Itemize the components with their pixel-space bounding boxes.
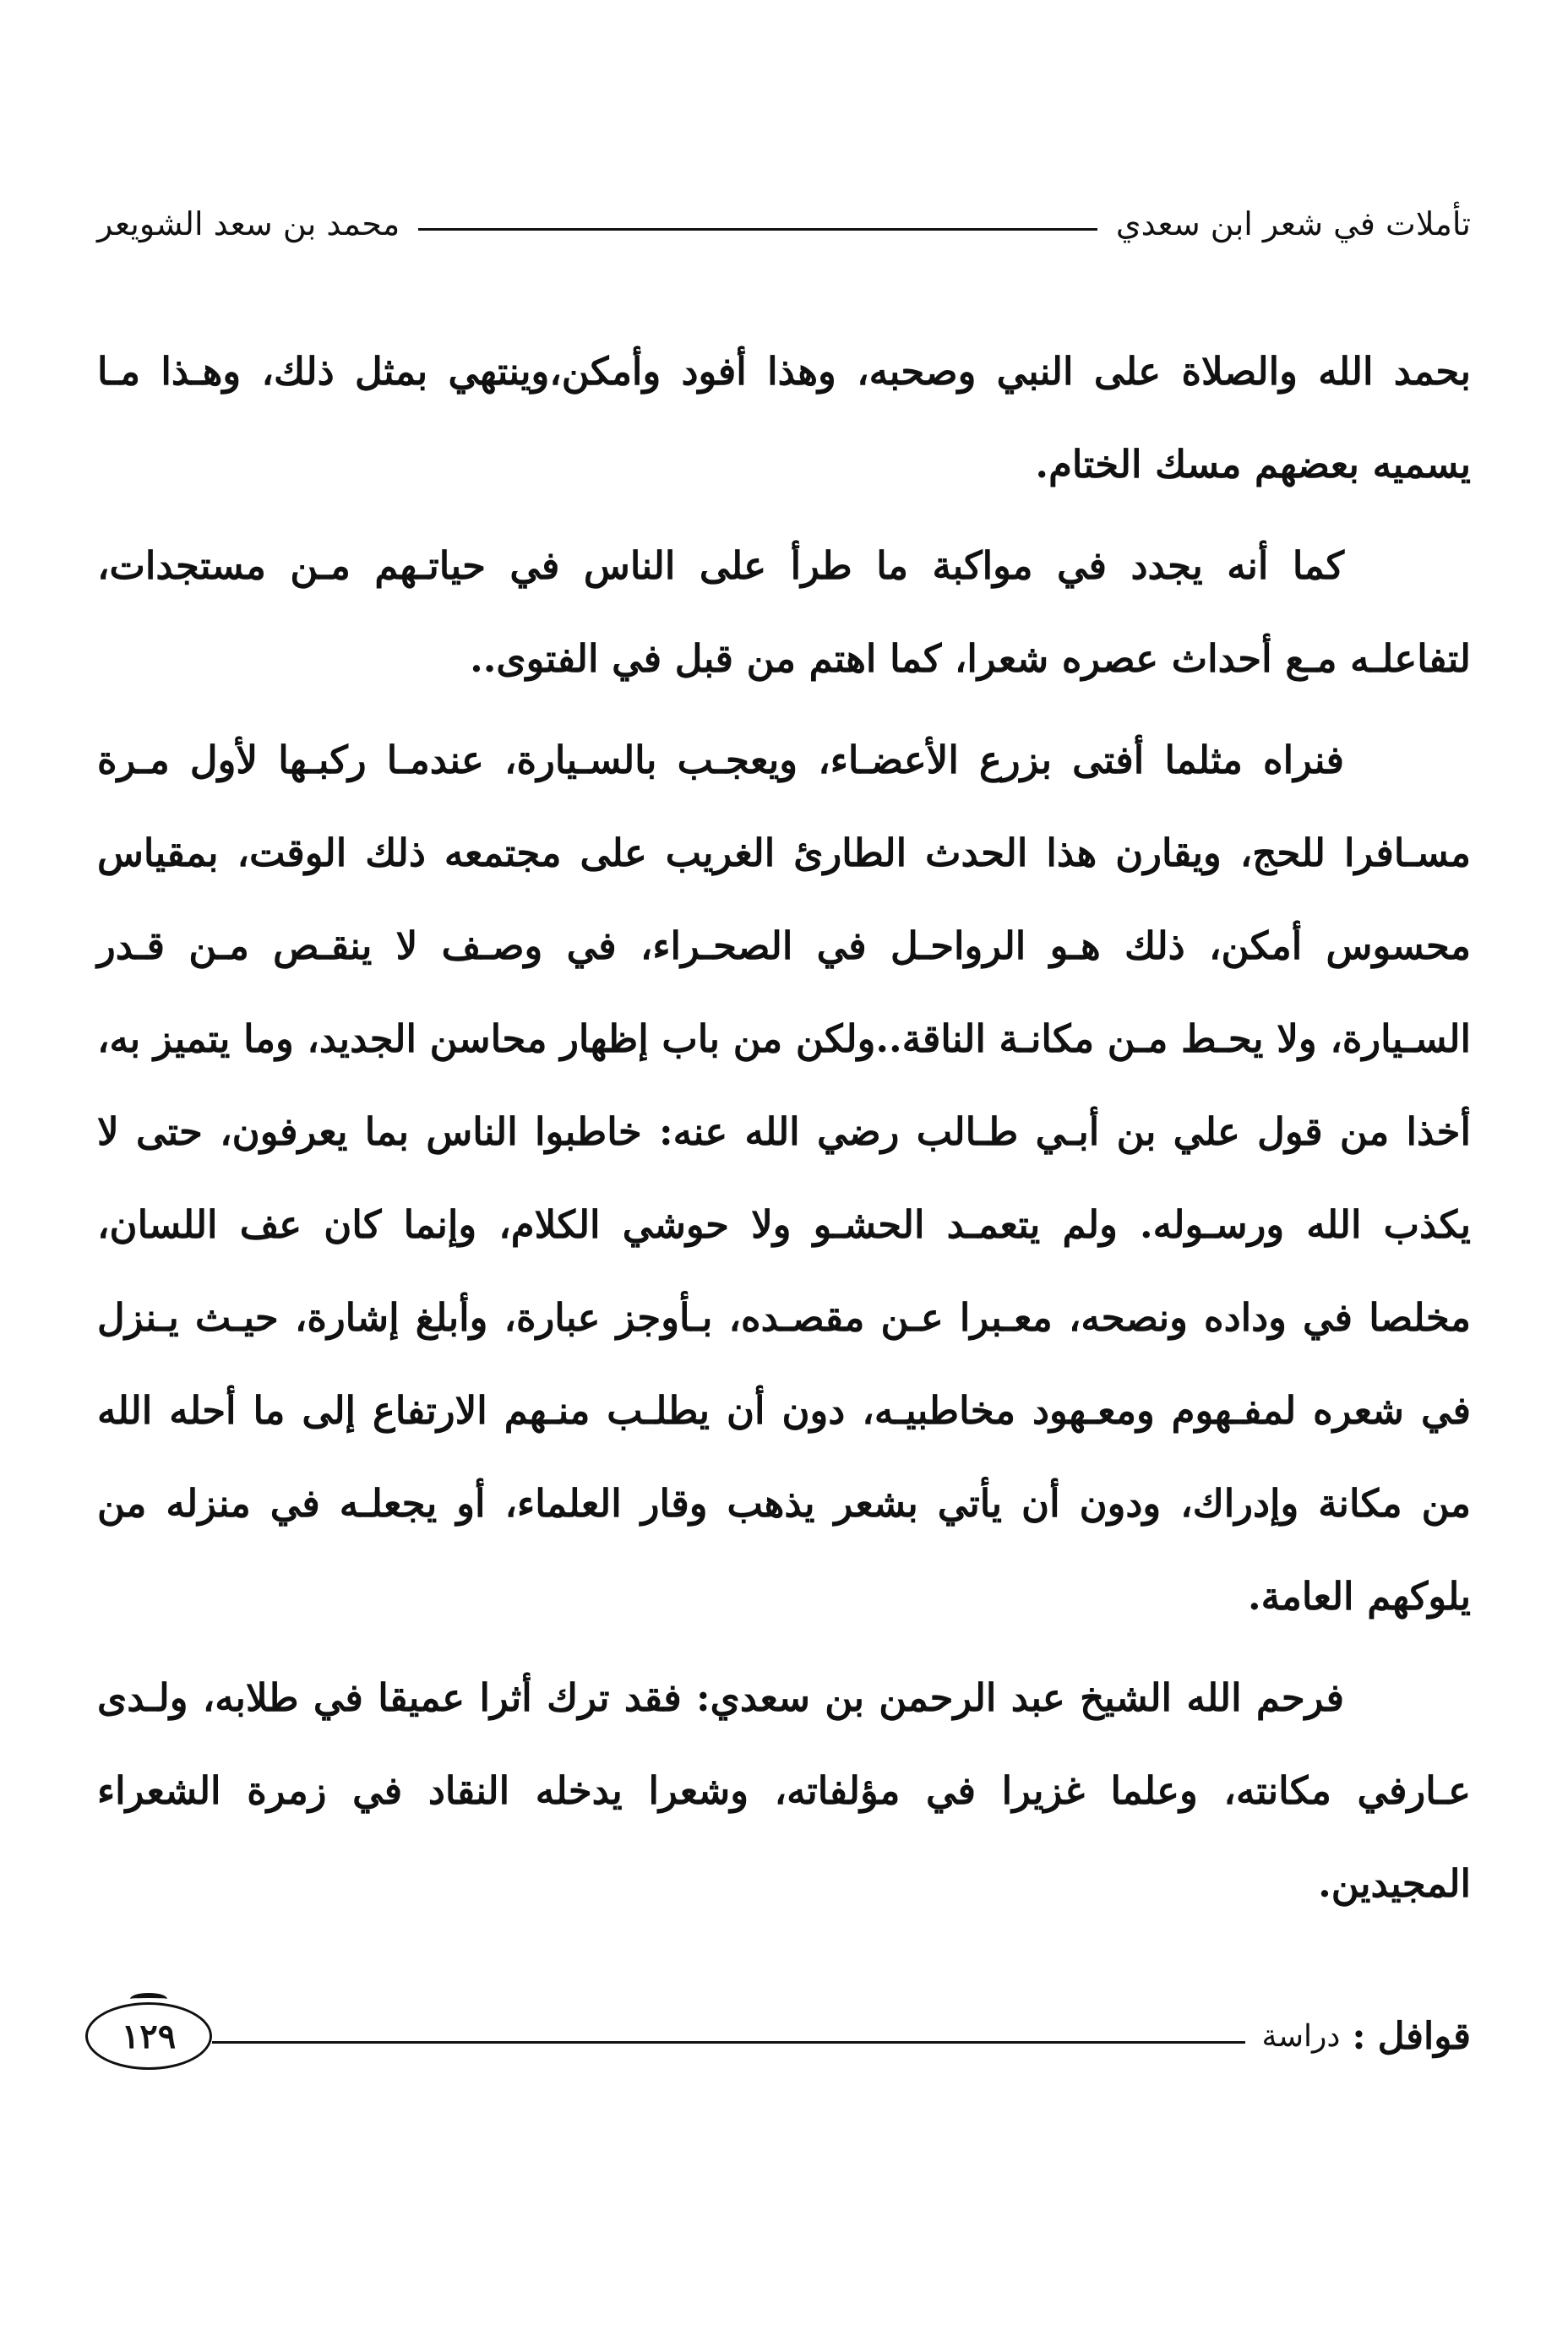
badge-ornament-icon: [130, 1993, 167, 2005]
paragraph-4: فرحم الله الشيخ عبد الرحمن بن سعدي: فقد ترك أثرا عميقا في طلابه، ولـدى عـارفي مكانته، وعلما غزيرا في مؤلفاته، وشعرا يدخله النقاد في زمرة الشعراء المجيدين.: [97, 1675, 1471, 1906]
paragraph-2: كما أنه يجدد في مواكبة ما طرأ على الناس في حياتـهم مـن مستجدات، لتفاعلـه مـع أحداث عصره شعرا، كما اهتم من قبل في الفتوى..: [97, 543, 1471, 681]
paragraph-1: بحمد الله والصلاة على النبي وصحبه، وهذا أفود وأمكن،وينتهي بمثل ذلك، وهـذا مـا يسميه بعضهم مسك الختام.: [97, 349, 1471, 487]
header-author: محمد بن سعد الشويعر: [97, 205, 400, 242]
paragraph-3: فنراه مثلما أفتى بزرع الأعضـاء، ويعجـب بالسـيارة، عندمـا ركبـها لأول مـرة مسـافرا للحج، ويقارن هذا الحدث الطارئ الغريب على مجتمعه ذلك الوقت، بمقياس محسوس أمكن، ذلك هـو الرواحـل في الصحـراء، في وصـف لا ينقـص مـن قـدر السـيارة، ولا يحـط مـن مكانـة الناقة..ولكن من باب إظهار محاسن الجديد، وما يتميز به، أخذا من قول علي بن أبـي طـالب رضي الله عنه: خاطبوا الناس بما يعرفون، حتى لا يكذب الله ورسـوله. ولم يتعمـد الحشـو ولا حوشي الكلام، وإنما كان عف اللسان، مخلصا في وداده ونصحه، معـبرا عـن مقصـده، بـأوجز عبارة، وأبلغ إشارة، حيـث يـنزل في شعره لمفـهوم ومعـهود مخاطبيـه، دون أن يطلـب منـهم الارتفاع إلى ما أحله الله من مكانة وإدراك، ودون أن يأتي بشعر يذهب وقار العلماء، أو يجعلـه في منزله من يلوكهم العامة.: [97, 738, 1471, 1619]
header-rule: [418, 228, 1097, 231]
page-number: ١٢٩: [121, 2016, 177, 2056]
footer-section-label: دراسة: [1261, 2018, 1341, 2054]
body-text: [97, 325, 1471, 1939]
page-number-badge: [85, 2002, 212, 2070]
footer-rule: [212, 2041, 1245, 2044]
footer-journal-name: قوافل: [1377, 2014, 1471, 2058]
running-header: [97, 194, 1471, 253]
footer-separator: :: [1352, 2014, 1366, 2058]
page-footer: [85, 1990, 1471, 2082]
header-title: تأملات في شعر ابن سعدي: [1115, 205, 1471, 242]
